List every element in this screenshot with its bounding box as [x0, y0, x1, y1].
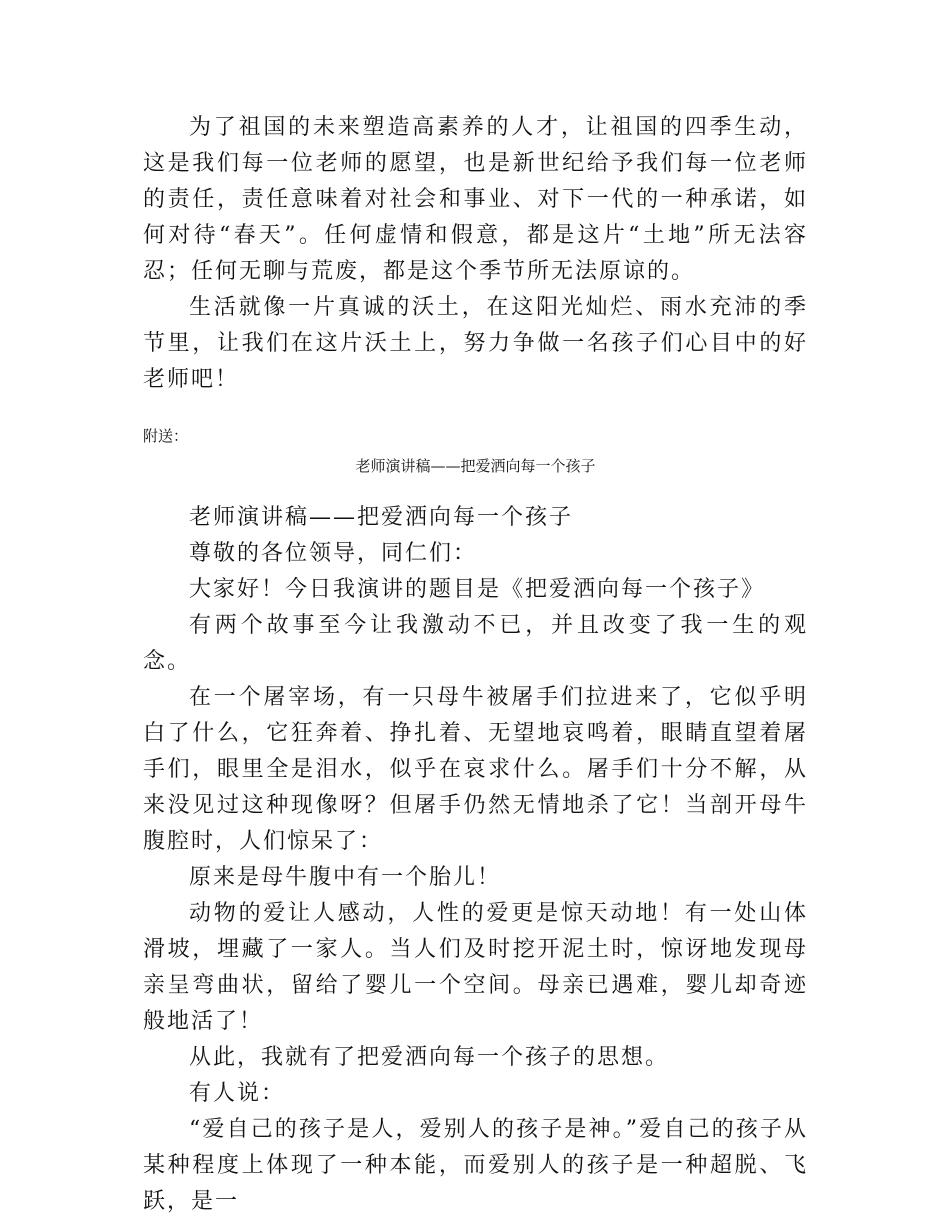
paragraph: 为了祖国的未来塑造高素养的人才，让祖国的四季生动，这是我们每一位老师的愿望，也是新世纪给予我们每一位老师的责任，责任意味着对社会和事业、对下一代的一种承诺，如何对待“春天”。任何虚情和假意，都是这片“土地”所无法容忍；任何无聊与荒废，都是这个季节所无法原谅的。: [143, 115, 808, 284]
paragraph: 动物的爱让人感动，人性的爱更是惊天动地！有一处山体滑坡，埋藏了一家人。当人们及时挖开泥土时，惊讶地发现母亲呈弯曲状，留给了婴儿一个空间。母亲已遇难，婴儿却奇迹般地活了！: [143, 901, 808, 1034]
attachment-label: 附送：: [143, 427, 189, 445]
intro-section: [143, 110, 808, 398]
speech-section: [143, 500, 808, 1220]
paragraph: 从此，我就有了把爱洒向每一个孩子的思想。: [189, 1045, 670, 1070]
attachment-title: 老师演讲稿——把爱洒向每一个孩子: [355, 457, 596, 475]
paragraph: 有两个故事至今让我激动不已，并且改变了我一生的观念。: [143, 613, 808, 674]
paragraph: 原来是母牛腹中有一个胎儿！: [189, 865, 502, 890]
paragraph: 大家好！今日我演讲的题目是《把爱洒向每一个孩子》: [189, 577, 766, 602]
paragraph: 老师演讲稿——把爱洒向每一个孩子: [189, 505, 574, 530]
paragraph: 尊敬的各位领导，同仁们：: [189, 541, 478, 566]
paragraph: “爱自己的孩子是人，爱别人的孩子是神。”爱自己的孩子从某种程度上体现了一种本能，而爱别人的孩子是一种超脱、飞跃，是一: [143, 1117, 808, 1214]
paragraph: 有人说：: [189, 1081, 286, 1106]
paragraph: 生活就像一片真诚的沃土，在这阳光灿烂、雨水充沛的季节里，让我们在这片沃土上，努力争做一名孩子们心目中的好老师吧！: [143, 295, 808, 392]
paragraph: 在一个屠宰场，有一只母牛被屠手们拉进来了，它似乎明白了什么，它狂奔着、挣扎着、无望地哀鸣着，眼睛直望着屠手们，眼里全是泪水，似乎在哀求什么。屠手们十分不解，从来没见过这种现像呀？但屠手仍然无情地杀了它！当剖开母牛腹腔时，人们惊呆了：: [143, 685, 808, 854]
